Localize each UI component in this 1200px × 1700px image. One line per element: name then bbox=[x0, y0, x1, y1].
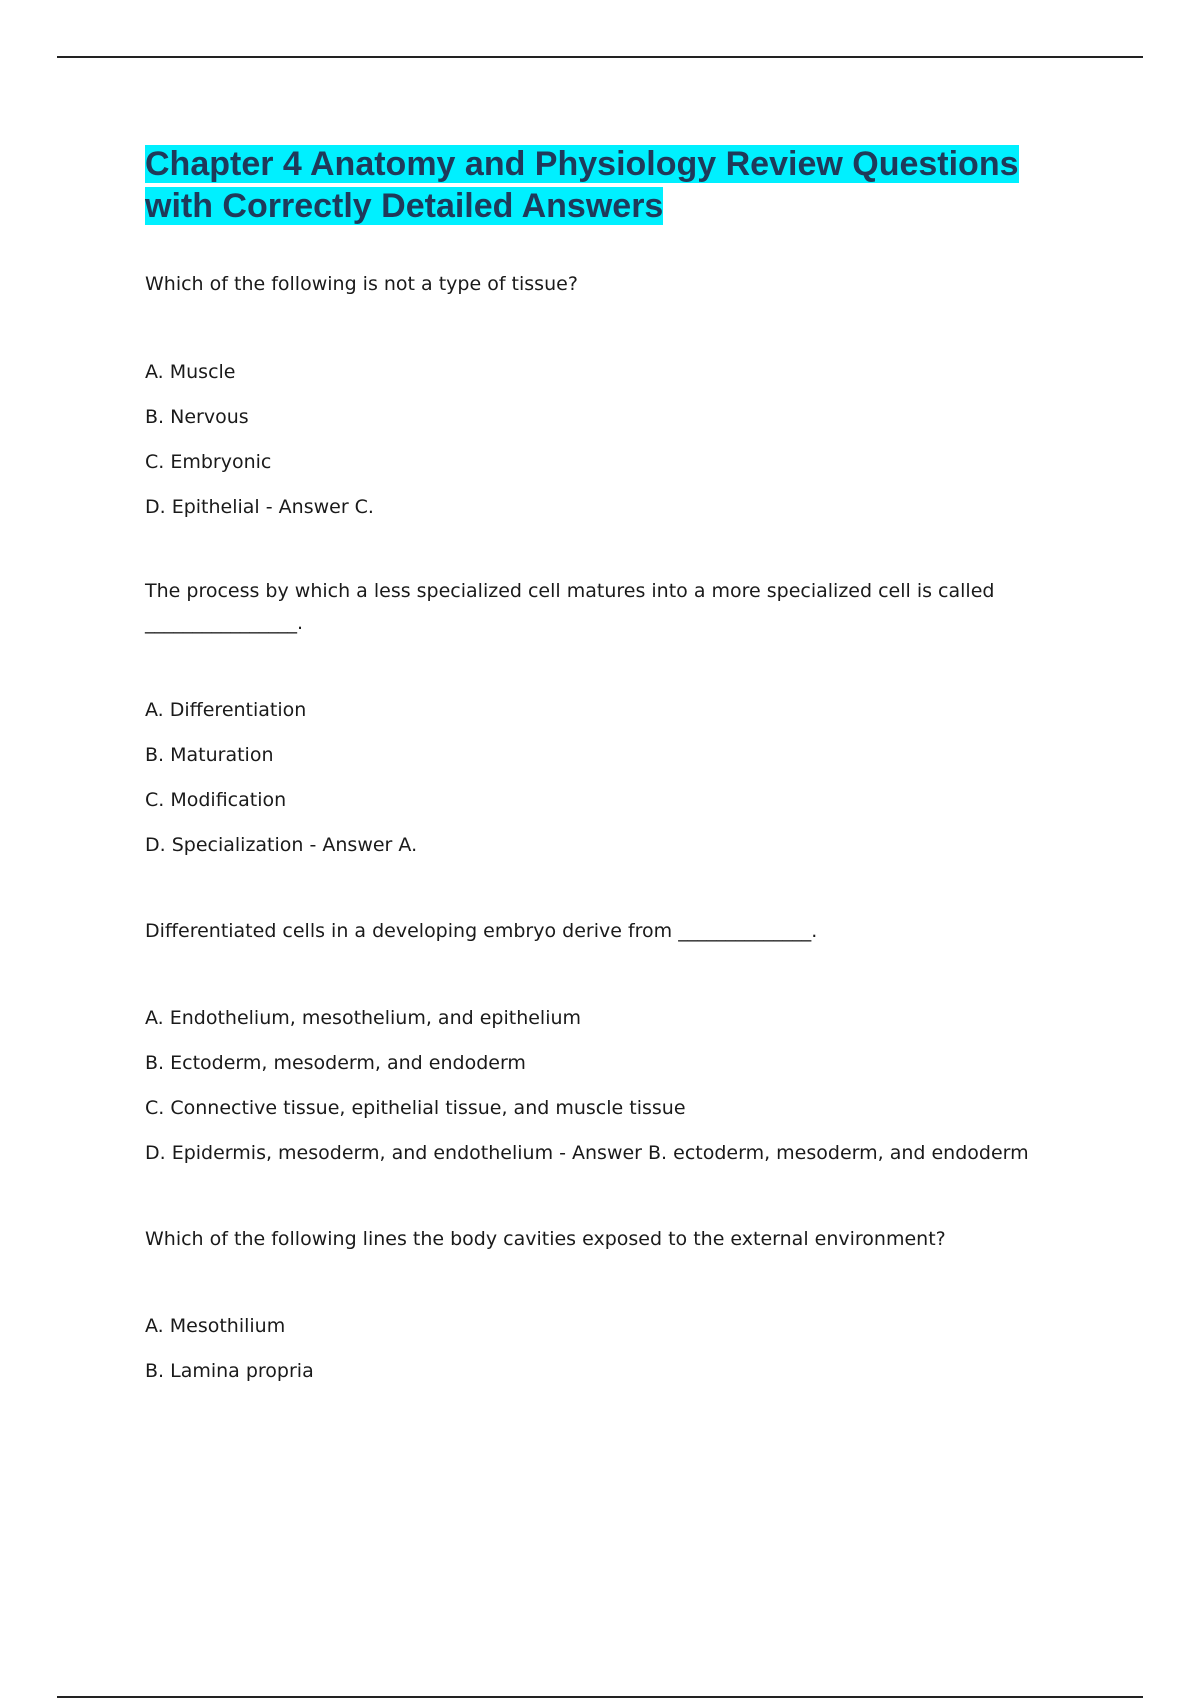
document-title-text: Chapter 4 Anatomy and Physiology Review Questions with Correctly Detailed Answers bbox=[145, 145, 1019, 225]
option-b: B. Nervous bbox=[145, 406, 249, 428]
question-prompt: Which of the following lines the body cavities exposed to the external environment? bbox=[145, 1228, 946, 1250]
option-c: C. Connective tissue, epithelial tissue, and muscle tissue bbox=[145, 1097, 686, 1119]
question-prompt: Which of the following is not a type of tissue? bbox=[145, 273, 578, 295]
option-b: B. Ectoderm, mesoderm, and endoderm bbox=[145, 1052, 526, 1074]
question-block-2 bbox=[145, 575, 1065, 868]
option-d: D. Specialization - Answer A. bbox=[145, 834, 418, 856]
option-a: A. Mesothilium bbox=[145, 1315, 286, 1337]
option-b: B. Maturation bbox=[145, 744, 274, 766]
answer-options bbox=[145, 996, 1065, 1176]
option-c: C. Modification bbox=[145, 789, 287, 811]
header-rule bbox=[57, 56, 1143, 58]
option-b: B. Lamina propria bbox=[145, 1360, 314, 1382]
option-c: C. Embryonic bbox=[145, 451, 272, 473]
question-list bbox=[145, 268, 1065, 1394]
answer-options bbox=[145, 350, 1065, 530]
option-d: D. Epidermis, mesoderm, and endothelium - Answer B. ectoderm, mesoderm, and endoderm bbox=[145, 1142, 1029, 1164]
option-a: A. Differentiation bbox=[145, 699, 307, 721]
option-d: D. Epithelial - Answer C. bbox=[145, 496, 374, 518]
document-title bbox=[145, 143, 1065, 227]
option-a: A. Muscle bbox=[145, 361, 236, 383]
answer-options bbox=[145, 688, 1065, 868]
question-prompt: The process by which a less specialized cell matures into a more specialized cell is called ________________. bbox=[145, 580, 995, 634]
option-a: A. Endothelium, mesothelium, and epithelium bbox=[145, 1007, 582, 1029]
question-block-4 bbox=[145, 1223, 1065, 1394]
question-block-3 bbox=[145, 915, 1065, 1176]
document-body bbox=[145, 143, 1065, 1394]
answer-options bbox=[145, 1304, 1065, 1394]
question-block-1 bbox=[145, 268, 1065, 530]
footer-rule bbox=[57, 1696, 1143, 1698]
question-prompt: Differentiated cells in a developing embryo derive from ______________. bbox=[145, 920, 818, 942]
